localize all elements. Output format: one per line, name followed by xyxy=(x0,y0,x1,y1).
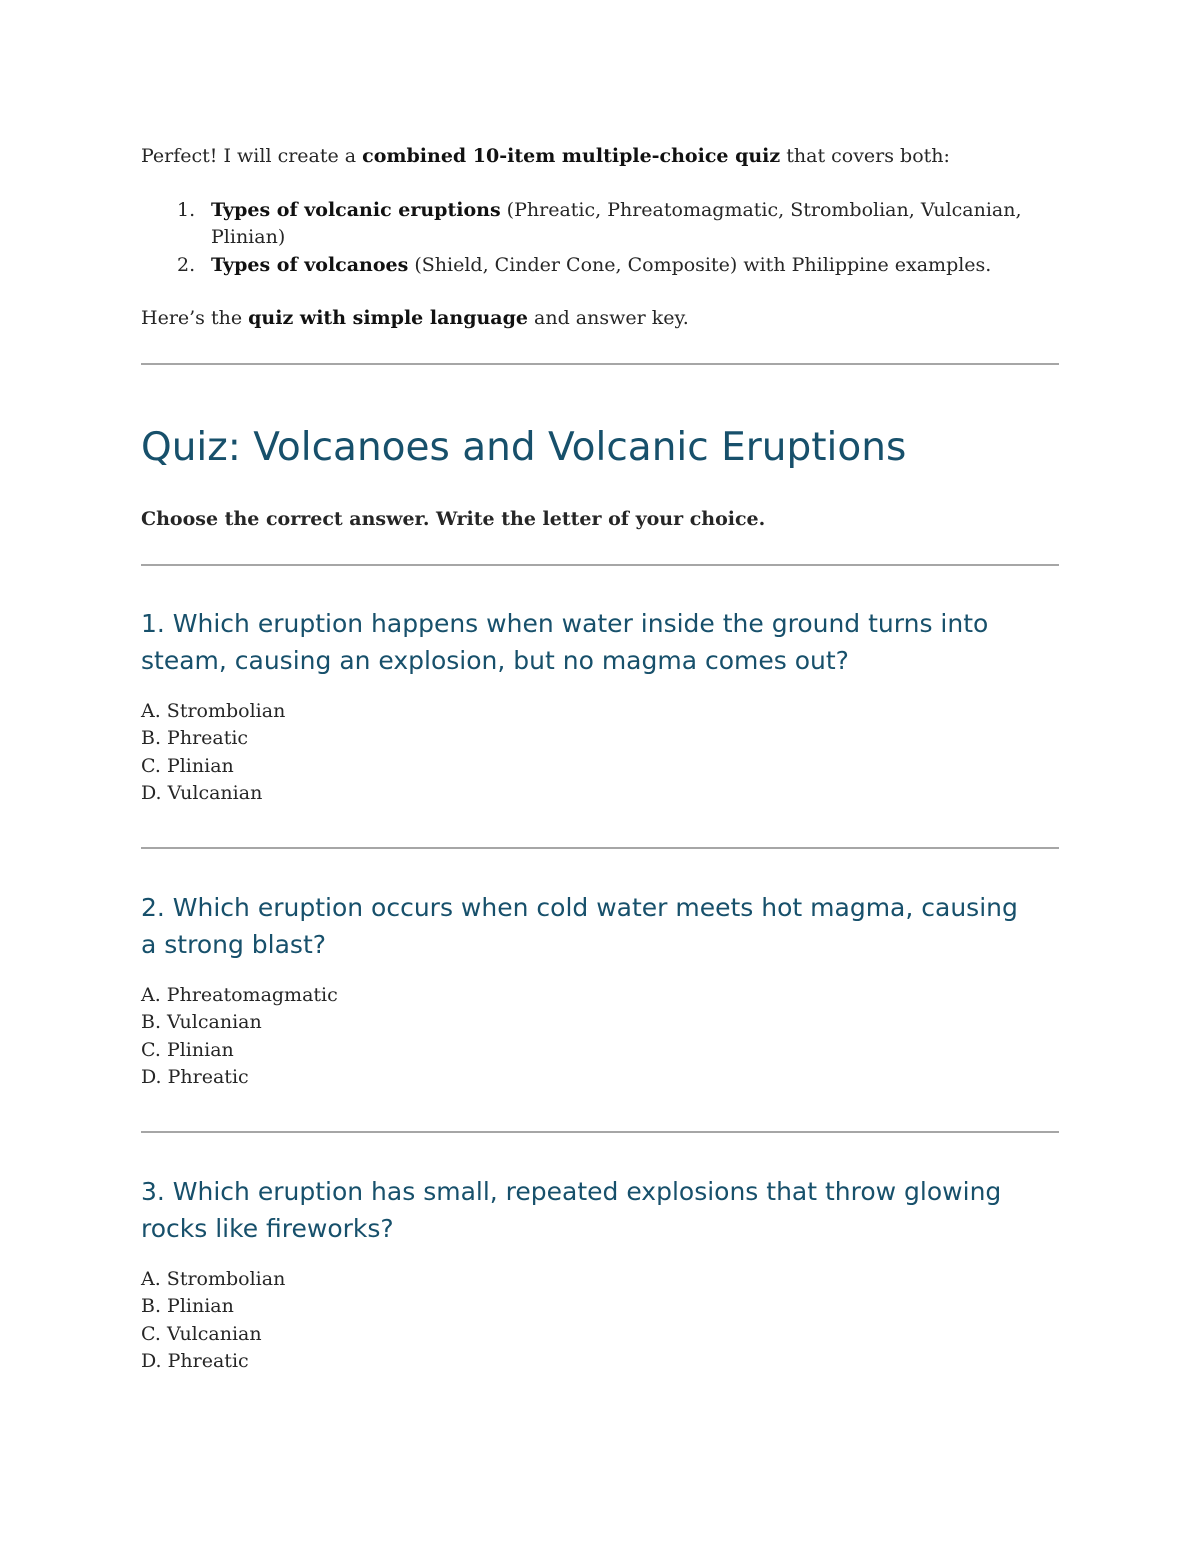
answer-option: A. Strombolian xyxy=(141,700,286,722)
question-text: 3. Which eruption has small, repeated explosions that throw glowing rocks like fireworks? xyxy=(141,1177,1002,1243)
question-block xyxy=(141,605,1041,807)
quiz-title: Quiz: Volcanoes and Volcanic Eruptions xyxy=(141,425,907,470)
topic-item xyxy=(141,252,1059,279)
answer-options xyxy=(141,1266,1041,1375)
horizontal-rule xyxy=(141,847,1059,849)
topic-number: 1. xyxy=(177,199,196,221)
answer-options xyxy=(141,698,1041,807)
topic-list xyxy=(141,197,1059,279)
answer-option: D. Vulcanian xyxy=(141,781,263,804)
topic-text: (Phreatic, Phreatomagmatic, Strombolian, Vulcanian, Plinian) xyxy=(211,199,1022,248)
answer-option: B. Vulcanian xyxy=(141,1011,262,1034)
closing-prefix: Here’s the xyxy=(141,307,249,329)
horizontal-rule xyxy=(141,363,1059,365)
quiz-instruction: Choose the correct answer. Write the letter of your choice. xyxy=(141,508,766,530)
answer-option: B. Plinian xyxy=(141,1295,234,1318)
answer-option: B. Phreatic xyxy=(141,727,249,750)
intro-paragraph xyxy=(141,143,1059,170)
topic-bold: Types of volcanoes xyxy=(211,254,409,276)
horizontal-rule xyxy=(141,1131,1059,1133)
answer-option: C. Vulcanian xyxy=(141,1322,262,1345)
question-text: 1. Which eruption happens when water inside the ground turns into steam, causing an explosion, but no magma comes out? xyxy=(141,609,989,675)
answer-option: C. Plinian xyxy=(141,754,234,777)
topic-number: 2. xyxy=(177,254,196,276)
topic-item xyxy=(141,197,1059,251)
closing-suffix: and answer key. xyxy=(528,307,689,329)
intro-prefix: Perfect! I will create a xyxy=(141,145,363,167)
intro-suffix: that covers both: xyxy=(780,145,950,167)
answer-option: D. Phreatic xyxy=(141,1349,249,1372)
topic-bold: Types of volcanic eruptions xyxy=(211,199,501,221)
question-text: 2. Which eruption occurs when cold water meets hot magma, causing a strong blast? xyxy=(141,893,1018,959)
topic-text: (Shield, Cinder Cone, Composite) with Philippine examples. xyxy=(408,254,992,276)
question-block xyxy=(141,889,1041,1091)
intro-bold: combined 10-item multiple-choice quiz xyxy=(362,145,781,167)
answer-option: A. Strombolian xyxy=(141,1268,286,1290)
answer-option: A. Phreatomagmatic xyxy=(141,984,338,1006)
answer-options xyxy=(141,982,1041,1091)
horizontal-rule xyxy=(141,564,1059,566)
closing-paragraph xyxy=(141,305,689,332)
answer-option: C. Plinian xyxy=(141,1038,234,1061)
closing-bold: quiz with simple language xyxy=(248,307,528,329)
question-block xyxy=(141,1173,1041,1375)
answer-option: D. Phreatic xyxy=(141,1065,249,1088)
